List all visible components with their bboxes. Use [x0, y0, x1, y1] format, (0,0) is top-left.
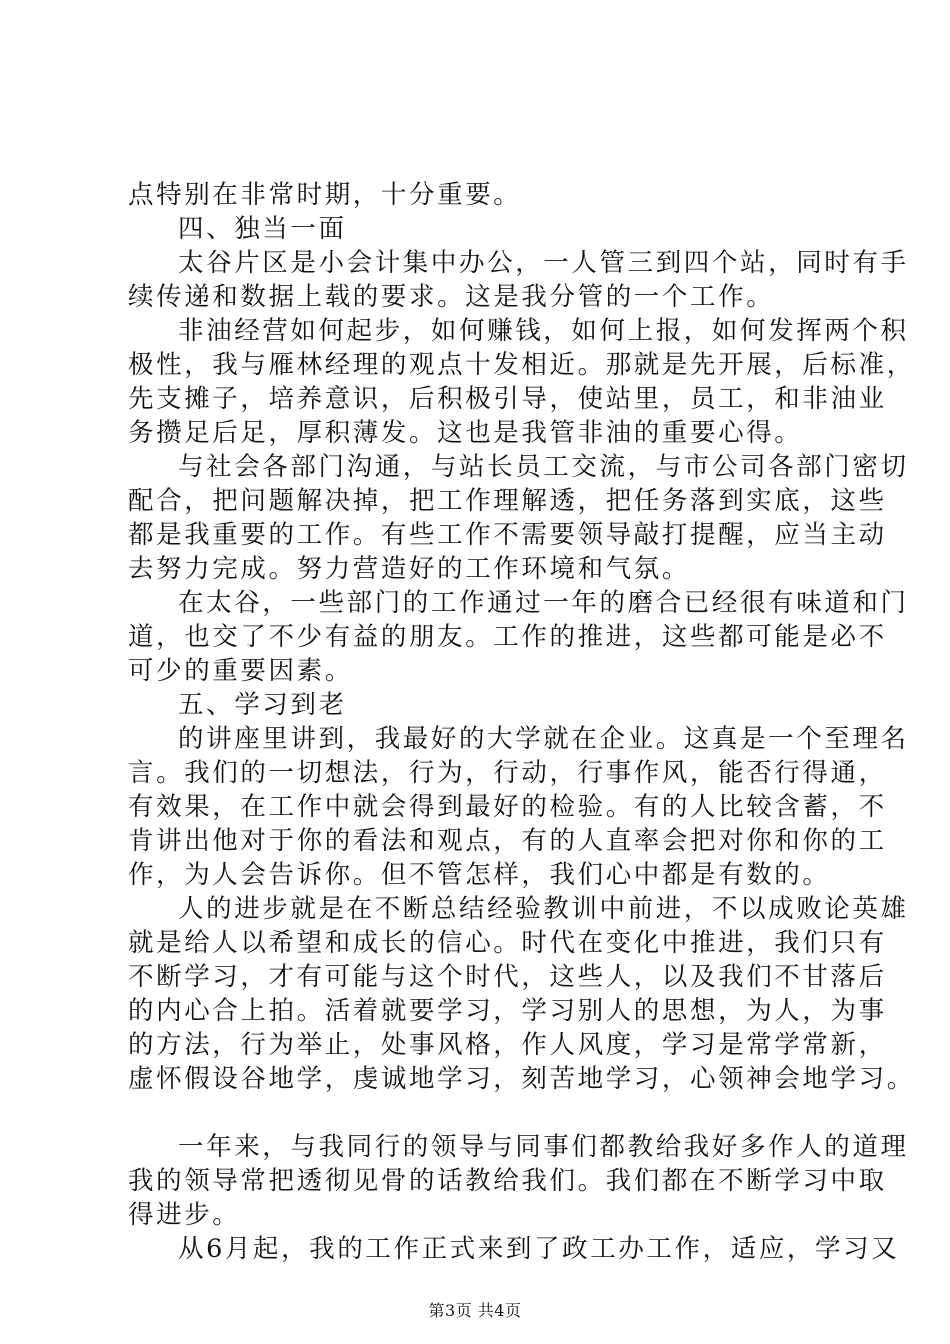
text-line: 都是我重要的工作。有些工作不需要领导敲打提醒，应当主动 — [128, 520, 887, 550]
text-line: 作，为人会告诉你。但不管怎样，我们心中都是有数的。 — [128, 860, 831, 890]
text-line: 与社会各部门沟通，与站长员工交流，与市公司各部门密切 — [178, 452, 909, 482]
text-line: 太谷片区是小会计集中办公，一人管三到四个站，同时有手 — [178, 248, 909, 278]
text-line: 可少的重要因素。 — [128, 656, 353, 686]
text-line: 虚怀假设谷地学，虔诚地学习，刻苦地学习，心领神会地学习。 — [128, 1064, 915, 1094]
text-line: 得进步。 — [128, 1200, 241, 1230]
text-line: 道，也交了不少有益的朋友。工作的推进，这些都可能是必不 — [128, 622, 887, 652]
text-line: 的讲座里讲到，我最好的大学就在企业。这真是一个至理名 — [178, 724, 909, 754]
text-line: 的方法，行为举止，处事风格，作人风度，学习是常学常新， — [128, 1030, 887, 1060]
text-line: 配合，把问题解决掉，把工作理解透，把任务落到实底，这些 — [128, 486, 887, 516]
text-line: 我的领导常把透彻见骨的话教给我们。我们都在不断学习中取 — [128, 1166, 887, 1196]
text-line: 点特别在非常时期，十分重要。 — [128, 180, 522, 210]
text-line: 极性，我与雁林经理的观点十发相近。那就是先开展，后标准， — [128, 350, 915, 380]
text-line: 不断学习，才有可能与这个时代，这些人，以及我们不甘落后 — [128, 962, 887, 992]
text-line: 非油经营如何起步，如何赚钱，如何上报，如何发挥两个积 — [178, 316, 909, 346]
text-line: 的内心合上拍。活着就要学习，学习别人的思想，为人，为事 — [128, 996, 887, 1026]
section-heading-4: 四、独当一面 — [178, 214, 347, 244]
section-heading-5: 五、学习到老 — [178, 690, 347, 720]
page-number-footer: 第3页 共4页 — [428, 1301, 522, 1320]
text-line: 有效果，在工作中就会得到最好的检验。有的人比较含蓄，不 — [128, 792, 887, 822]
text-line: 先支摊子，培养意识，后积极引导，使站里，员工，和非油业 — [128, 384, 887, 414]
text-line: 务攒足后足，厚积薄发。这也是我管非油的重要心得。 — [128, 418, 803, 448]
text-line: 肯讲出他对于你的看法和观点，有的人直率会把对你和你的工 — [128, 826, 887, 856]
text-line: 就是给人以希望和成长的信心。时代在变化中推进，我们只有 — [128, 928, 887, 958]
text-line: 一年来，与我同行的领导与同事们都教给我好多作人的道理 — [178, 1132, 909, 1162]
text-line: 在太谷，一些部门的工作通过一年的磨合已经很有味道和门 — [178, 588, 909, 618]
text-line: 言。我们的一切想法，行为，行动，行事作风，能否行得通， — [128, 758, 887, 788]
text-line: 从6月起，我的工作正式来到了政工办工作，适应，学习又 — [178, 1234, 900, 1264]
text-line: 去努力完成。努力营造好的工作环境和气氛。 — [128, 554, 691, 584]
text-line: 人的进步就是在不断总结经验教训中前进，不以成败论英雄 — [178, 894, 909, 924]
text-line: 续传递和数据上载的要求。这是我分管的一个工作。 — [128, 282, 775, 312]
